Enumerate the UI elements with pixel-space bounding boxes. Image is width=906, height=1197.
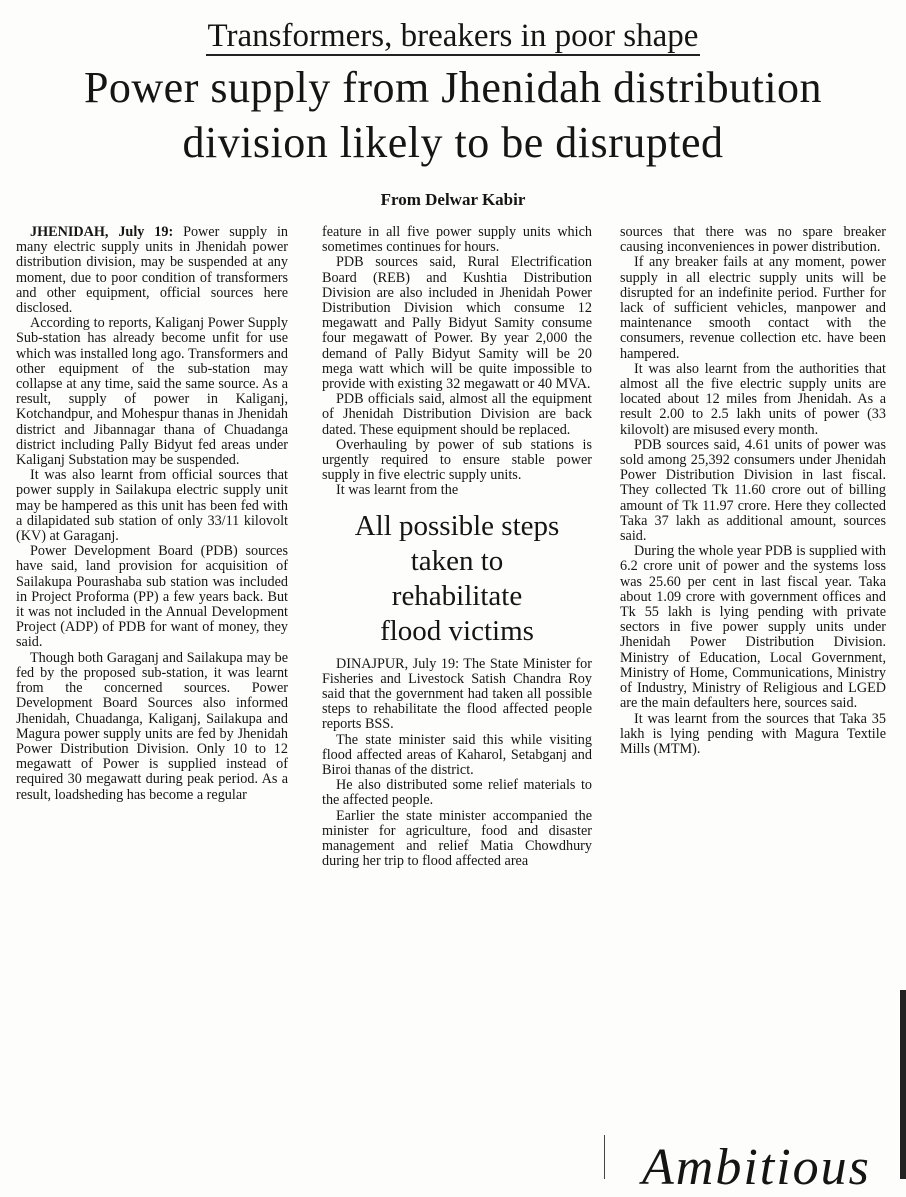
- sub-article-headline: [322, 509, 592, 649]
- column-1: [16, 225, 288, 1179]
- headline-line-1: Power supply from Jhenidah distribution: [83, 63, 823, 112]
- headline-line-2: division likely to be disrupted: [182, 118, 724, 167]
- page-edge-border: [900, 990, 906, 1179]
- paragraph: It was learnt from the: [336, 482, 459, 499]
- paragraph: It was also learnt from official sources that power supply in Sailakupa electric supply unit may be hampered as this unit has been fed with a dilapidated sub station of only 33/11 kilovolt (KV) at Garaganj.: [16, 467, 288, 545]
- paragraph: Earlier the state minister accompanied the minister for agriculture, food and disaster management and relief Matia Chowdhury during her trip to flood affected area: [322, 807, 592, 870]
- lead-paragraph: [16, 225, 288, 316]
- kicker-text: Transformers, breakers in poor shape: [207, 18, 699, 54]
- paragraph-text: Power supply in many electric supply units in Jhenidah power distribution division, may be suspended at any moment, due to poor condition of transformers and other equipment, official sources here disclosed.: [16, 225, 288, 317]
- dateline: JHENIDAH, July 19:: [30, 225, 174, 240]
- paragraph: The state minister said this while visiting flood affected areas of Kaharol, Setabganj and Biroi thanas of the district.: [322, 731, 592, 779]
- column-divider: [604, 1135, 605, 1179]
- paragraph: According to reports, Kaliganj Power Supply Sub-station has already become unfit for use which was installed long ago. Transformers and other equipment of the sub-station may collapse at any time, said the same source. As a result, supply of power in Kaliganj, Kotchandpur, and Mohespur thanas in Jhenidah district and Jibannagar thana of Chuadanga district including Pally Bidyut fed areas under Kaliganj Substation may be suspended.: [16, 315, 288, 469]
- byline: From Delwar Kabir: [380, 190, 526, 209]
- kicker-headline: [0, 16, 906, 56]
- paragraph: Overhauling by power of sub stations is urgently required to ensure stable power supply in five electric supply units.: [322, 436, 592, 484]
- paragraph: It was learnt from the sources that Taka 35 lakh is lying pending with Magura Textile Mills (MTM).: [620, 710, 886, 757]
- paragraph: It was also learnt from the authorities that almost all the five electric supply units are located about 12 miles from Jhenidah. As a result 2.00 to 2.5 lakh units of power (33 kilovolt) are misused every month.: [620, 360, 886, 438]
- paragraph: feature in all five power supply units which sometimes continues for hours.: [322, 225, 592, 256]
- paragraph: Though both Garaganj and Sailakupa may be fed by the proposed sub-station, it was learnt from the concerned sources. Power Development Board Sources also informed Jhenidah, Chuadanga, Kaliganj, Sailakupa and Magura power supply units are fed by Jhenidah Power Distribution Division. Only 10 to 12 megawatt of Power is supplied instead of required 30 megawatt during peak period. As a result, loadsheding has become a regular: [16, 649, 288, 803]
- paragraph: PDB officials said, almost all the equipment of Jhenidah Distribution Division are back dated. These equipment should be replaced.: [322, 391, 592, 438]
- sub-headline-line-4: flood victims: [380, 614, 534, 647]
- paragraph: PDB sources said, Rural Electrification Board (REB) and Kushtia Distribution Division are also included in Jhenidah Power Distribution Division which consume 12 megawatt and Pally Bidyut Samity consume four megawatt of Power. By year 2,000 the demand of Pally Bidyut Samity will be 20 mega watt which will be quite impossible to provide with existing 32 megawatt or 40 MVA.: [322, 254, 592, 393]
- sub-headline-line-2: taken to: [410, 544, 504, 577]
- paragraph: sources that there was no spare breaker causing inconveniences in power distribution.: [620, 225, 886, 256]
- paragraph: DINAJPUR, July 19: The State Minister for Fisheries and Livestock Satish Chandra Roy said that the government had taken all possible steps to rehabilitate the flood affected people reports BSS.: [322, 655, 592, 733]
- main-headline: [0, 60, 906, 170]
- paragraph: During the whole year PDB is supplied with 6.2 crore unit of power and the systems loss was 25.60 per cent in last fiscal year. Taka about 1.09 crore with government offices and Tk 55 lakh is lying pending with private sectors in five power supply units under Jhenidah Power Distribution Division. Ministry of Education, Local Government, Ministry of Home, Communications, Ministry of Industry, Ministry of Religious and LGED are the main defaulters here, sources said.: [620, 543, 886, 712]
- sub-headline-line-1: All possible steps: [354, 509, 560, 542]
- sub-headline-line-3: rehabilitate: [391, 579, 523, 612]
- next-article-headline-fragment: Ambitious: [642, 1139, 871, 1196]
- paragraph: He also distributed some relief materials to the affected people.: [322, 777, 592, 809]
- column-3: [620, 225, 886, 1179]
- column-2: [322, 225, 592, 1179]
- paragraph: Power Development Board (PDB) sources have said, land provision for acquisition of Sailakupa Pourashaba sub station was included in Project Proforma (PP) a few years back. But it was not included in the Annual Development Project (ADP) of PDB for want of money, they said.: [16, 543, 288, 651]
- paragraph: PDB sources said, 4.61 units of power was sold among 25,392 consumers under Jhenidah Power Distribution Division in last fiscal. They collected Tk 11.60 crore out of billing amount of Tk 11.97 crore. Here they collected Taka 37 lakh as additional amount, sources said.: [620, 436, 886, 545]
- paragraph: If any breaker fails at any moment, power supply in all electric supply units will be disrupted for an indefinite period. Further for lack of sufficient vehicles, manpower and maintenance smooth contact with the consumers, revenue collection etc. have been hampered.: [620, 254, 886, 362]
